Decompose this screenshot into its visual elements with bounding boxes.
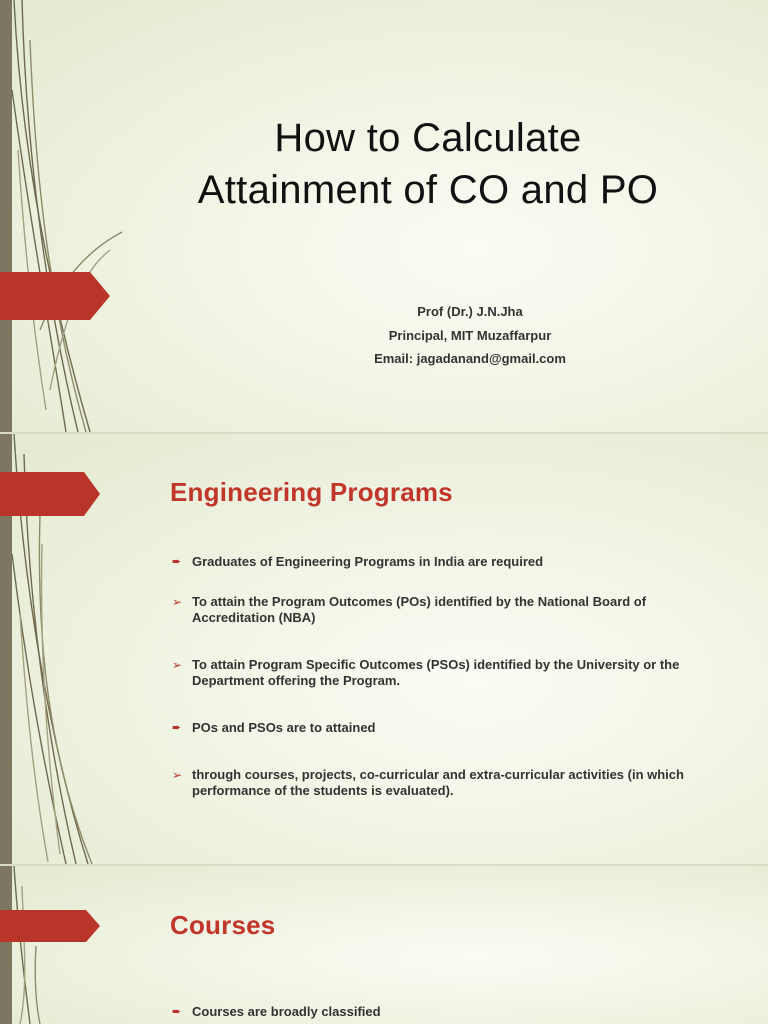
bullet-list <box>172 1004 712 1020</box>
title-line: How to Calculate <box>274 116 582 160</box>
heading-accent-tab <box>0 472 100 516</box>
bullet-text: To attain the Program Outcomes (POs) identified by the National Board of Accreditation (NBA) <box>192 594 647 625</box>
list-item <box>172 1004 712 1020</box>
list-item <box>172 767 712 799</box>
list-item <box>172 554 712 570</box>
bullet-text: through courses, projects, co-curricular and extra-curricular activities (in which performance of the students is evaluated). <box>192 767 684 798</box>
author-position: Principal, MIT Muzaffarpur <box>388 327 552 343</box>
list-item <box>172 657 712 689</box>
slide-heading: Engineering Programs <box>170 477 453 507</box>
slide-title <box>0 0 768 432</box>
arrow-bullet-icon: ➢ <box>172 658 183 672</box>
slide-engineering-programs <box>0 434 768 864</box>
pointer-bullet-icon: ➨ <box>172 556 182 568</box>
arrow-bullet-icon: ➢ <box>172 595 183 609</box>
list-item <box>172 720 712 736</box>
bullet-text: Courses are broadly classified <box>192 1004 381 1019</box>
bullet-list <box>172 554 712 799</box>
heading-accent-tab <box>0 910 100 942</box>
pointer-bullet-icon: ➨ <box>172 1006 182 1018</box>
presentation-title <box>88 112 768 216</box>
slide-heading: Courses <box>170 910 276 940</box>
bullet-text: To attain Program Specific Outcomes (PSOs) identified by the University or the Department offering the Program. <box>192 657 680 688</box>
author-block <box>250 300 690 371</box>
slide-courses <box>0 866 768 1024</box>
bullet-text: POs and PSOs are to attained <box>192 720 376 735</box>
author-name: Prof (Dr.) J.N.Jha <box>417 304 523 319</box>
bullet-text: Graduates of Engineering Programs in India are required <box>192 554 544 569</box>
author-email: Email: jagadanand@gmail.com <box>374 351 566 366</box>
list-item <box>172 594 712 626</box>
arrow-bullet-icon: ➢ <box>172 768 183 782</box>
vine-decoration <box>0 0 140 432</box>
title-line: Attainment of CO and PO <box>197 168 659 212</box>
pointer-bullet-icon: ➨ <box>172 722 182 734</box>
title-accent-tab <box>0 272 110 320</box>
vine-decoration <box>0 866 140 1024</box>
